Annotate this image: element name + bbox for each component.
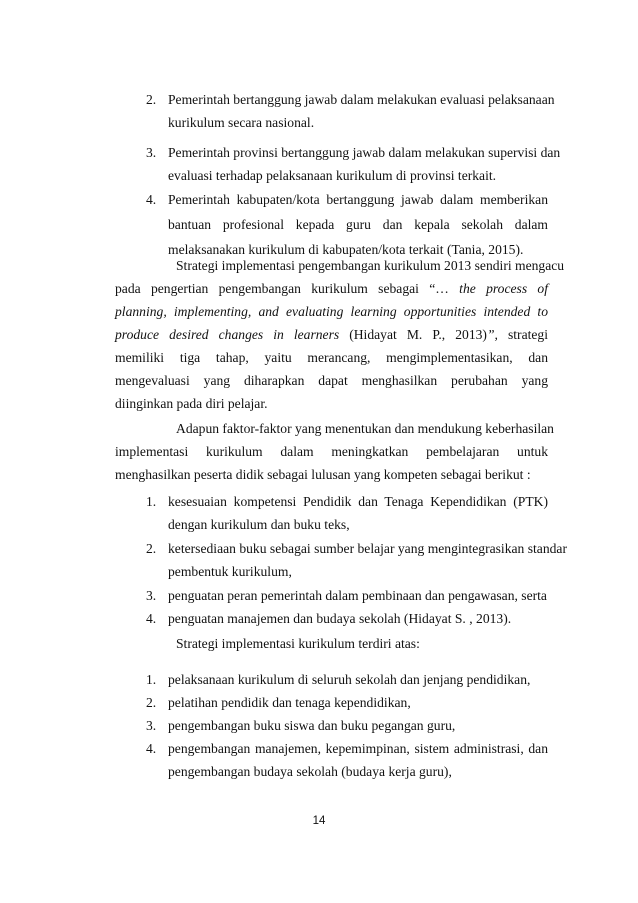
paragraph-line: pada pengertian pengembangan kurikulum sebagai “… the process of	[115, 281, 548, 296]
list-line: dengan kurikulum dan buku teks,	[168, 517, 350, 532]
list-item	[146, 490, 548, 536]
list-line: bantuan profesional kepada guru dan kepala sekolah dalam	[168, 217, 548, 232]
list-line: penguatan manajemen dan budaya sekolah (Hidayat S. , 2013).	[168, 611, 512, 626]
list-line: pelatihan pendidik dan tenaga kependidikan,	[168, 695, 411, 710]
list-line: evaluasi terhadap pelaksanaan kurikulum di provinsi terkait.	[168, 168, 497, 183]
paragraph-strategy-components	[146, 632, 548, 655]
list-item	[146, 141, 561, 187]
list-line: Pemerintah bertanggung jawab dalam melakukan evaluasi pelaksanaan	[168, 92, 555, 107]
list-line: pengembangan budaya sekolah (budaya kerja guru),	[168, 764, 452, 779]
list-line: pengembangan buku siswa dan buku pegangan guru,	[168, 718, 456, 733]
paragraph-line: Adapun faktor-faktor yang menentukan dan mendukung keberhasilan	[176, 421, 554, 436]
list-number: 1.	[146, 672, 157, 687]
paragraph-line: memiliki tiga tahap, yaitu merancang, mengimplementasikan, dan	[115, 350, 548, 365]
list-number: 3.	[146, 718, 157, 733]
list-number: 2.	[146, 92, 157, 107]
list-number: 1.	[146, 494, 157, 509]
list-item	[146, 607, 548, 630]
paragraph-line: mengevaluasi yang diharapkan dapat menghasilkan perubahan yang	[115, 373, 548, 388]
paragraph-line: diinginkan pada diri pelajar.	[115, 396, 268, 411]
list-item	[146, 584, 548, 607]
list-line: pembentuk kurikulum,	[168, 564, 292, 579]
list-number: 3.	[146, 588, 157, 603]
list-item	[146, 537, 567, 583]
paragraph-factors	[115, 417, 554, 486]
list-item	[146, 668, 548, 691]
list-line: pelaksanaan kurikulum di seluruh sekolah dan jenjang pendidikan,	[168, 672, 531, 687]
page-number: 14	[312, 815, 326, 827]
list-line: penguatan peran pemerintah dalam pembinaan dan pengawasan, serta	[168, 588, 547, 603]
list-number: 3.	[146, 145, 157, 160]
list-line: Pemerintah provinsi bertanggung jawab dalam melakukan supervisi dan	[168, 145, 561, 160]
paragraph-line: Strategi implementasi kurikulum terdiri atas:	[176, 636, 420, 651]
list-success-factors	[146, 490, 567, 630]
list-number: 2.	[146, 541, 157, 556]
paragraph-line: planning, implementing, and evaluating learning opportunities intended to	[115, 304, 548, 319]
list-item	[146, 714, 548, 737]
list-line: ketersediaan buku sebagai sumber belajar yang mengintegrasikan standar	[168, 541, 567, 556]
list-strategy-components	[146, 668, 548, 783]
paragraph-line: menghasilkan peserta didik sebagai lulusan yang kompeten sebagai berikut :	[115, 467, 531, 482]
list-item	[146, 737, 548, 783]
list-item	[146, 88, 555, 134]
list-number: 4.	[146, 611, 157, 626]
list-number: 2.	[146, 695, 157, 710]
list-number: 4.	[146, 741, 157, 756]
paragraph-strategy	[115, 254, 565, 415]
paragraph-line: Strategi implementasi pengembangan kurikulum 2013 sendiri mengacu	[176, 258, 565, 273]
list-line: pengembangan manajemen, kepemimpinan, sistem administrasi, dan	[168, 741, 548, 756]
list-line: kesesuaian kompetensi Pendidik dan Tenaga Kependidikan (PTK)	[168, 494, 548, 509]
list-line: Pemerintah kabupaten/kota bertanggung jawab dalam memberikan	[168, 192, 548, 207]
list-item	[146, 188, 548, 261]
list-government-roles	[146, 88, 561, 261]
list-item	[146, 691, 548, 714]
paragraph-line: produce desired changes in learners (Hidayat M. P., 2013)”, strategi	[115, 327, 548, 342]
list-line: kurikulum secara nasional.	[168, 115, 315, 130]
list-number: 4.	[146, 192, 157, 207]
paragraph-line: implementasi kurikulum dalam meningkatkan pembelajaran untuk	[115, 444, 548, 459]
list-line: melaksanakan kurikulum di kabupaten/kota terkait (Tania, 2015).	[168, 242, 524, 257]
